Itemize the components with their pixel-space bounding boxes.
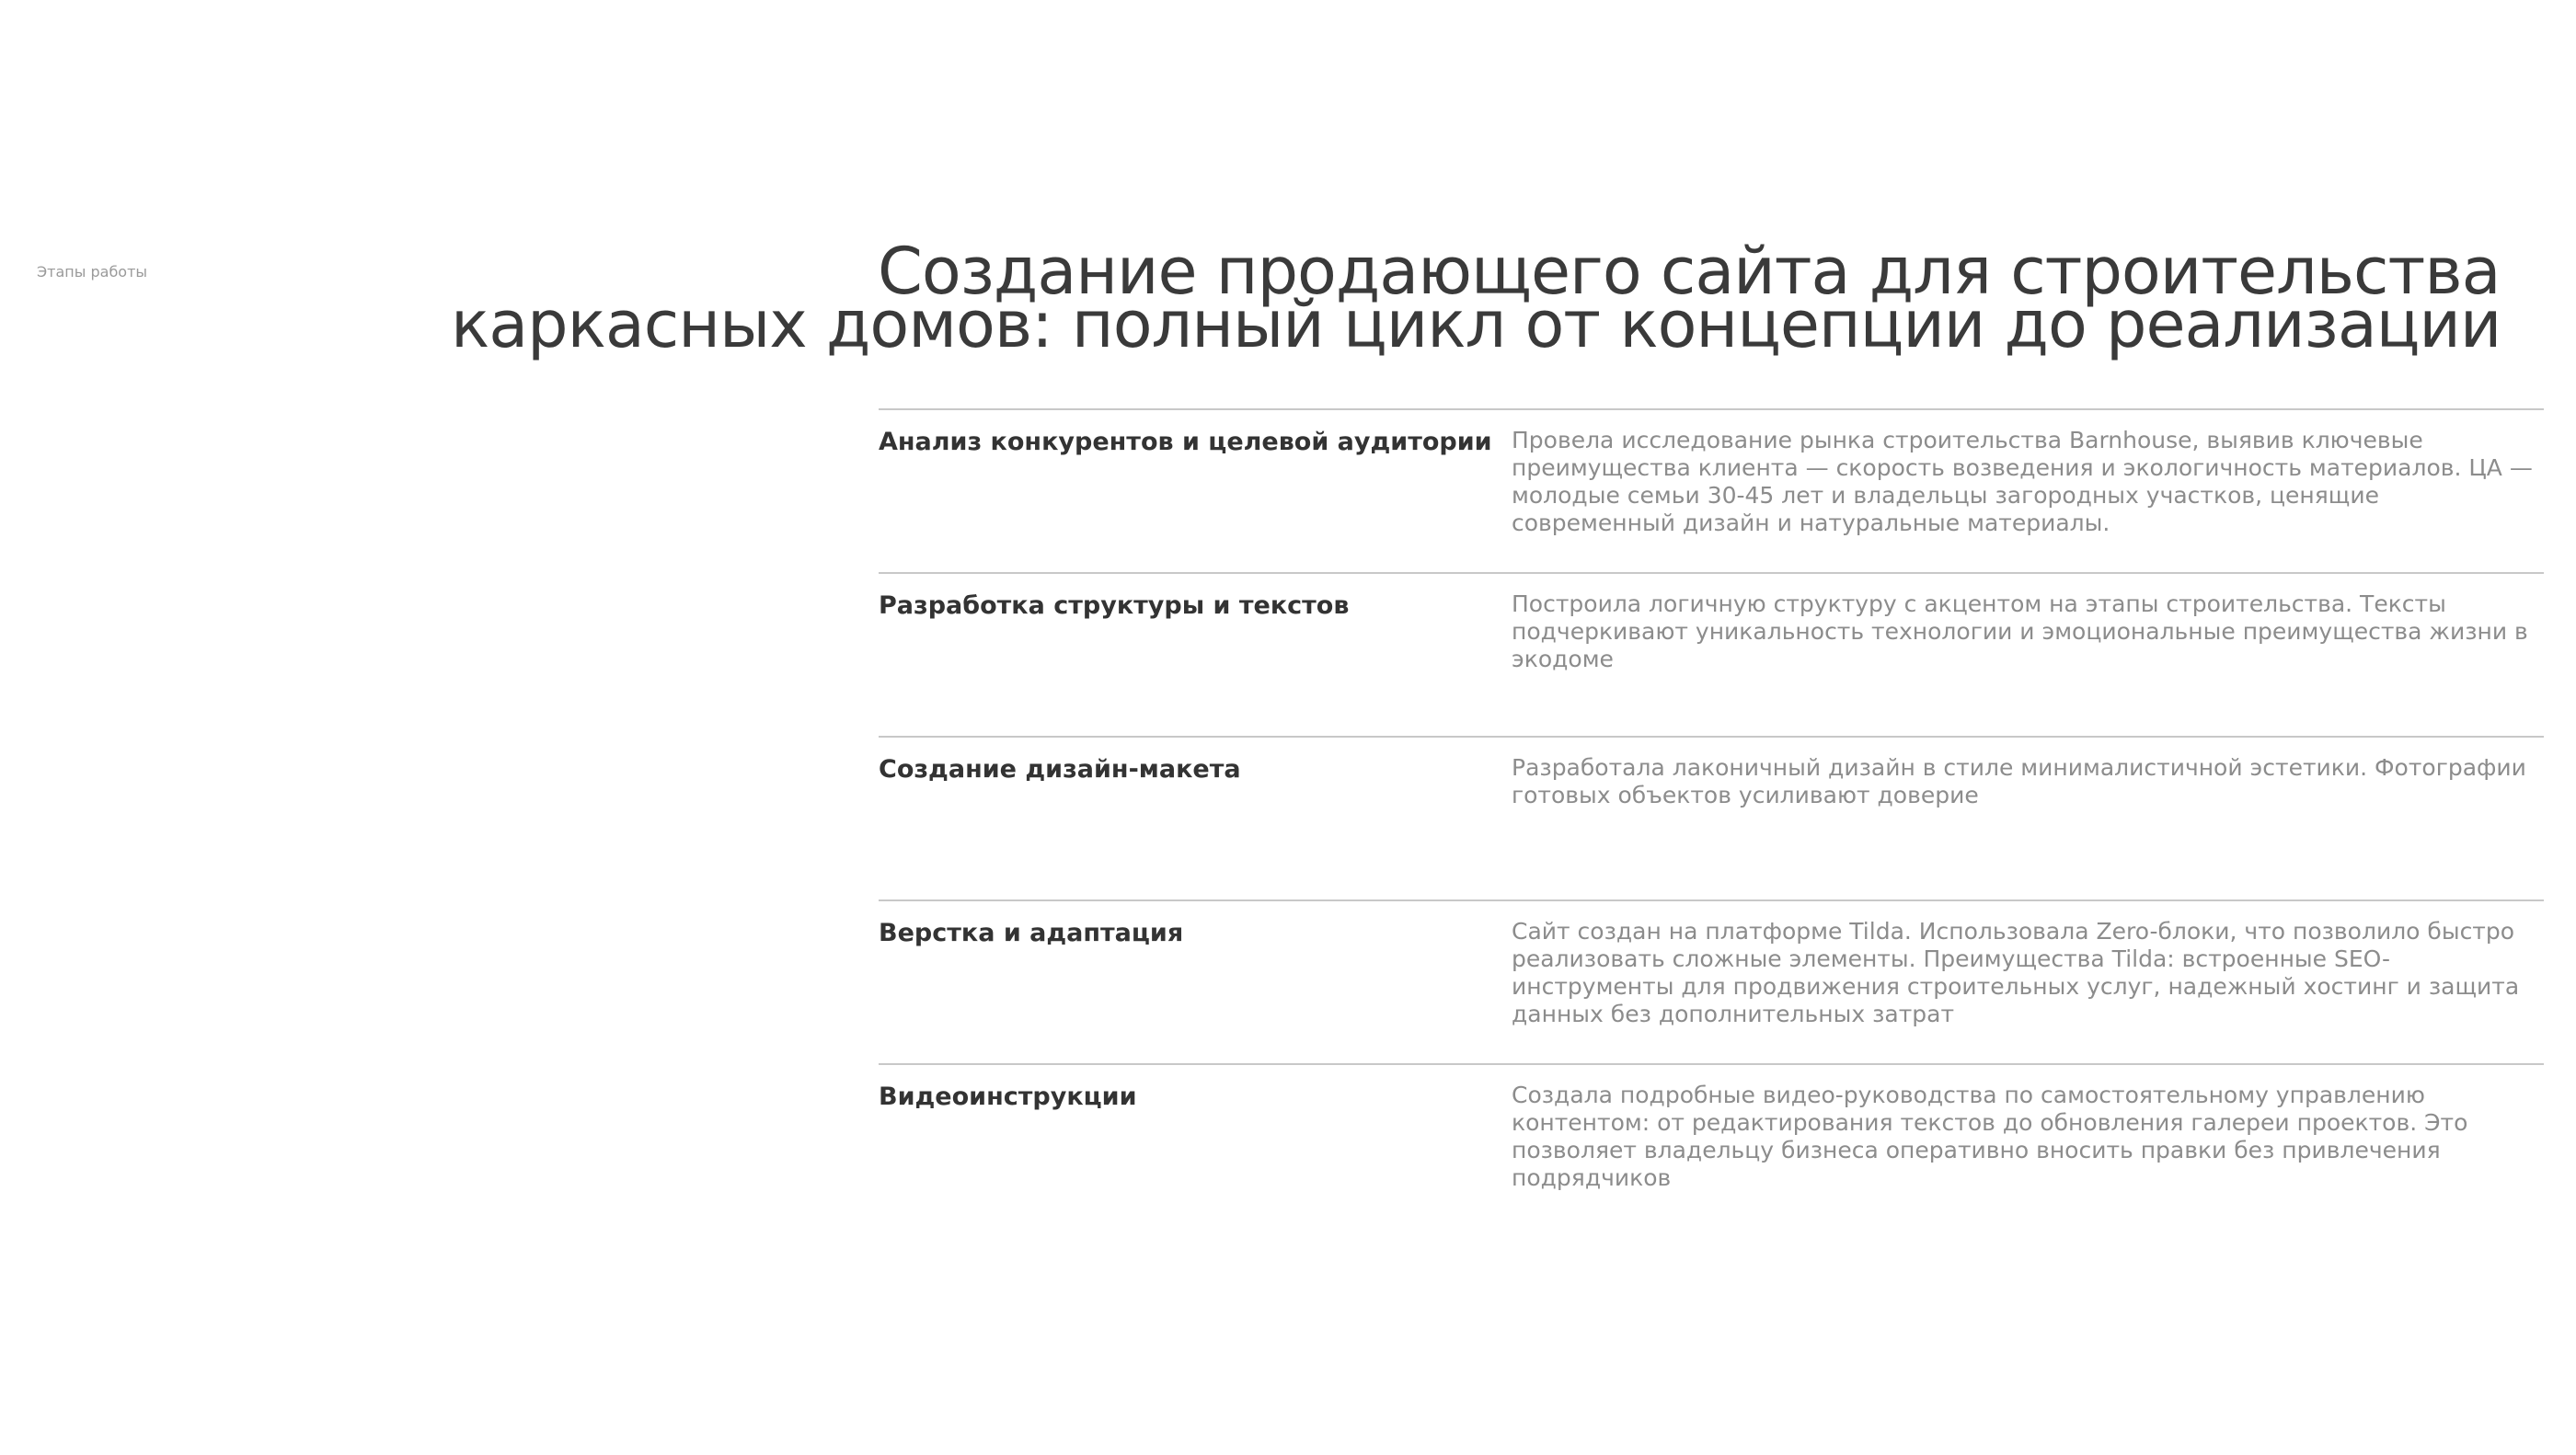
section-label: Этапы работы [37,263,148,281]
step-description: Разработала лаконичный дизайн в стиле минималистичной эстетики. Фотографии готовых объектов усиливают доверие [1512,754,2526,808]
step-title: Анализ конкурентов и целевой аудитории [879,428,1492,456]
step-title: Верстка и адаптация [879,919,1184,947]
step-video-instructions [879,1063,2544,1227]
step-title: Видеоинструкции [879,1083,1137,1111]
work-steps-list [879,408,2544,1227]
page-title-line-1: Создание продающего сайта для строительства [878,234,2501,309]
step-title: Создание дизайн-макета [879,755,1241,784]
step-description: Построила логичную структуру с акцентом на этапы строительства. Тексты подчеркивают уникальность технологии и эмоциональные преимущества жизни в экодоме [1512,590,2528,672]
step-title: Разработка структуры и текстов [879,591,1350,620]
step-structure-texts [879,572,2544,736]
step-description: Провела исследование рынка строительства Barnhouse, выявив ключевые преимущества клиента — скорость возведения и экологичность материалов. ЦА — молодые семьи 30-45 лет и владельцы загородных участков, ценящие современный дизайн и натуральные материалы. [1512,427,2533,536]
page-title-line-2: каркасных домов: полный цикл от концепции до реализации [451,287,2501,362]
step-design-layout [879,736,2544,899]
page-title [451,234,2512,362]
step-description: Создала подробные видео-руководства по самостоятельному управлению контентом: от редактирования текстов до обновления галереи проектов. Это позволяет владельцу бизнеса оперативно вносить правки без привлечения подрядчиков [1512,1082,2468,1191]
step-description: Сайт создан на платформе Tilda. Использовала Zero-блоки, что позволило быстро реализовать сложные элементы. Преимущества Tilda: встроенные SEO-инструменты для продвижения строительных услуг, надежный хостинг и защита данных без дополнительных затрат [1512,918,2520,1027]
step-competitor-analysis [879,408,2544,572]
step-layout-adaptation [879,899,2544,1063]
